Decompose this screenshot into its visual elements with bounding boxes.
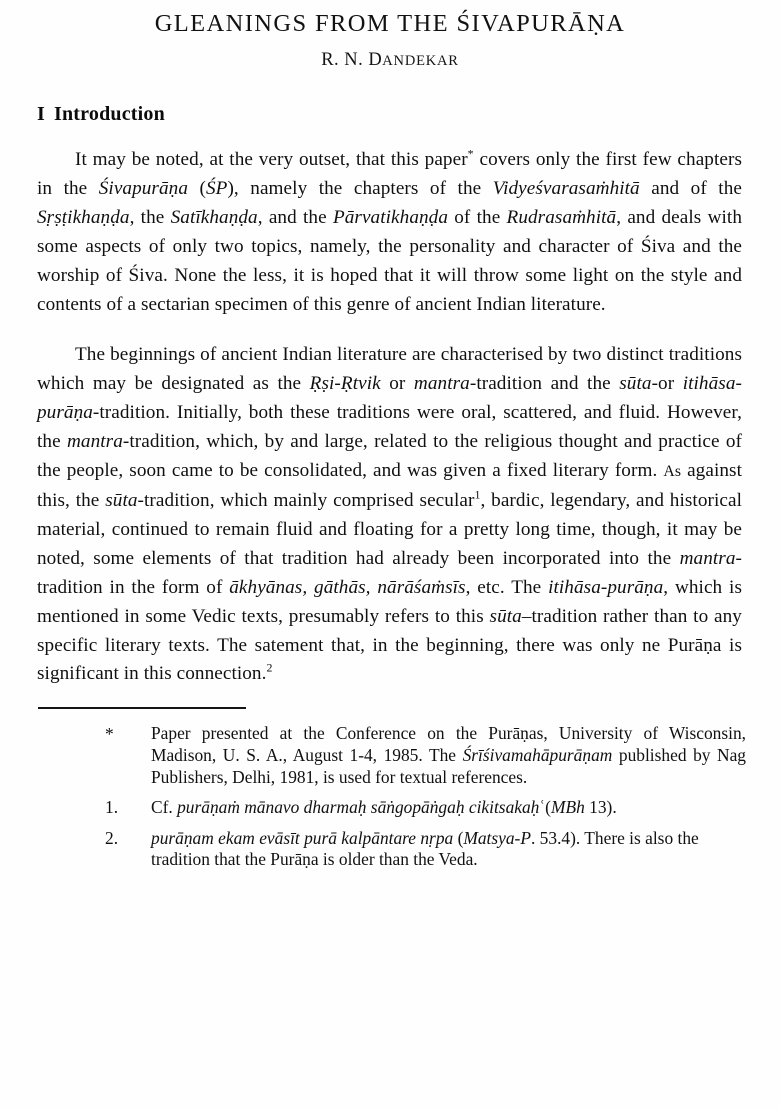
term-suta-1: sūta [619, 373, 652, 395]
p2-seg5: -tradition. Initially, both these traditions were oral, scattered, and fluid. However, the [37, 402, 742, 453]
term-itihasa-purana-1: itihāsa-purāṇa [37, 373, 742, 424]
term-rudrasamhita: Rudrasaṁhitā [506, 206, 617, 228]
p1-seg8: of the [448, 206, 507, 228]
p2-seg9: , bardic, legendary, and historical material, continued to remain fluid and floating for a pretty long time, though, it may be noted, some elements of that tradition had already been incorporated into the [37, 489, 743, 569]
fn0-seg1: Paper presented at the Conference on the Purāṇas, University of Wisconsin, Madison, U. S. A., August 1-4, 1985. The [151, 723, 746, 765]
p2-seg11: , etc. The [465, 576, 549, 598]
term-satikhanda: Satīkhaṇḍa [170, 206, 258, 228]
paragraph-2 [37, 341, 742, 689]
smallcaps-as: As [663, 463, 682, 481]
term-suta-2: sūta [105, 489, 138, 511]
section-numeral: I [37, 103, 45, 125]
quote-puranam-ekam: purāṇam ekam evāsīt purā kalpāntare nṛpa [151, 827, 454, 848]
footnote-list [0, 723, 780, 871]
term-mantra-3: mantra [679, 547, 736, 569]
term-rsi-rtvik: Ṛṣi-Ṛtvik [309, 373, 381, 395]
fn0-seg2: published by Nag Publishers, Delhi, 1981, is used for textual references. [151, 744, 746, 787]
p2-seg3: -tradition and the [469, 373, 620, 395]
p2-seg2: or [380, 373, 414, 395]
fn1-seg2: ʿ( [539, 797, 551, 818]
p1-seg1: It may be noted, at the very outset, that this paper [75, 149, 468, 170]
term-akhyanas-gathas: ākhyānas, gāthās, nārāśaṁsīs [229, 576, 466, 598]
term-suta-3: sūta [489, 605, 522, 627]
footnote-separator-rule [38, 707, 246, 709]
footnote-2 [37, 828, 746, 871]
section-heading [37, 103, 780, 126]
term-mantra-1: mantra [413, 373, 470, 395]
p2-seg8: -tradition, which mainly comprised secular [137, 489, 475, 511]
fn1-seg1: Cf. [151, 797, 178, 818]
p1-seg9: , and deals with some aspects of only two topics, namely, the personality and character of Śiva and the worship of Śiva. None the less, it is hoped that it will throw some light on the style and contents of a sectarian specimen of this genre of ancient Indian literature. [37, 206, 742, 315]
p2-seg13: –tradition rather than to any specific literary texts. The satement that, in the beginning, there was only ne Purāṇa is significant in this connection. [37, 605, 742, 685]
p2-seg6: -tradition, which, by and large, related to the religious thought and practice of the people, soon came to be consolidated, and was given a fixed literary form. [37, 431, 743, 482]
term-srstikhanda: Sṛṣṭikhaṇḍa [37, 206, 130, 228]
author-initials: R. N. [321, 50, 369, 70]
footnote-2-mark: 2. [105, 827, 119, 848]
p1-seg7: , and the [257, 206, 333, 228]
author-byline [0, 49, 780, 71]
p1-seg5: and of the [639, 177, 742, 199]
footnote-star-mark: * [105, 724, 114, 745]
footnote-1-mark: 1. [105, 797, 119, 818]
footnote-marker-1[interactable]: 1 [474, 487, 481, 502]
body-column [0, 146, 780, 689]
ref-matsya-p: Matsya-P [463, 827, 531, 848]
term-mantra-2: mantra [66, 431, 123, 453]
footnote-star-text [151, 723, 746, 788]
footnote-star [37, 723, 746, 788]
p2-seg4: -or [651, 373, 683, 395]
author-surname-rest: ANDEKAR [382, 53, 459, 69]
p1-seg6: , the [129, 206, 171, 228]
footnote-1-text [151, 797, 746, 819]
term-vidyesvarasamhita: Vidyeśvarasaṁhitā [492, 177, 640, 199]
fn2-seg2: . 53.4). There is also the tradition that the Purāṇa is older than the Veda. [151, 827, 699, 870]
footnote-2-text [151, 828, 746, 871]
p1-seg3: ( [188, 177, 206, 199]
p1-seg4: ), namely the chapters of the [227, 177, 493, 199]
ref-mbh: MBh [550, 797, 585, 818]
term-itihasa-purana-2: itihāsa-purāṇa [548, 576, 664, 598]
section-heading-label: Introduction [53, 103, 165, 125]
p2-seg1: The beginnings of ancient Indian literature are characterised by two distinct traditions which may be designated as the [37, 344, 742, 395]
p2-seg7: against this, the [37, 460, 742, 511]
term-parvatikhanda: Pārvatikhaṇḍa [332, 206, 449, 228]
page-title: GLEANINGS FROM THE ŚIVAPURĀṆA [154, 10, 626, 37]
p1-seg2: covers only the first few chapters in the [37, 149, 742, 199]
fn2-seg1: ( [453, 827, 464, 848]
term-sivapurana: Śivapurāṇa [98, 177, 189, 199]
quote-puranam-manavo: purāṇaṁ mānavo dharmaḥ sāṅgopāṅgaḥ cikitsakaḥ [177, 797, 540, 818]
footnote-1 [37, 797, 746, 819]
paragraph-1 [37, 146, 742, 319]
footnote-marker-2[interactable]: 2 [266, 661, 273, 676]
footnote-marker-star[interactable]: * [467, 146, 474, 161]
term-srisivamahapuranam: Śrīśivamahāpurāṇam [462, 744, 613, 765]
p2-seg10: -tradition in the form of [37, 547, 742, 598]
fn1-seg3: 13). [584, 797, 617, 818]
p2-seg12: , which is mentioned in some Vedic texts, presumably refers to this [37, 576, 742, 627]
author-surname-initial: D [368, 50, 383, 70]
term-sp-abbrev: ŚP [205, 177, 228, 199]
